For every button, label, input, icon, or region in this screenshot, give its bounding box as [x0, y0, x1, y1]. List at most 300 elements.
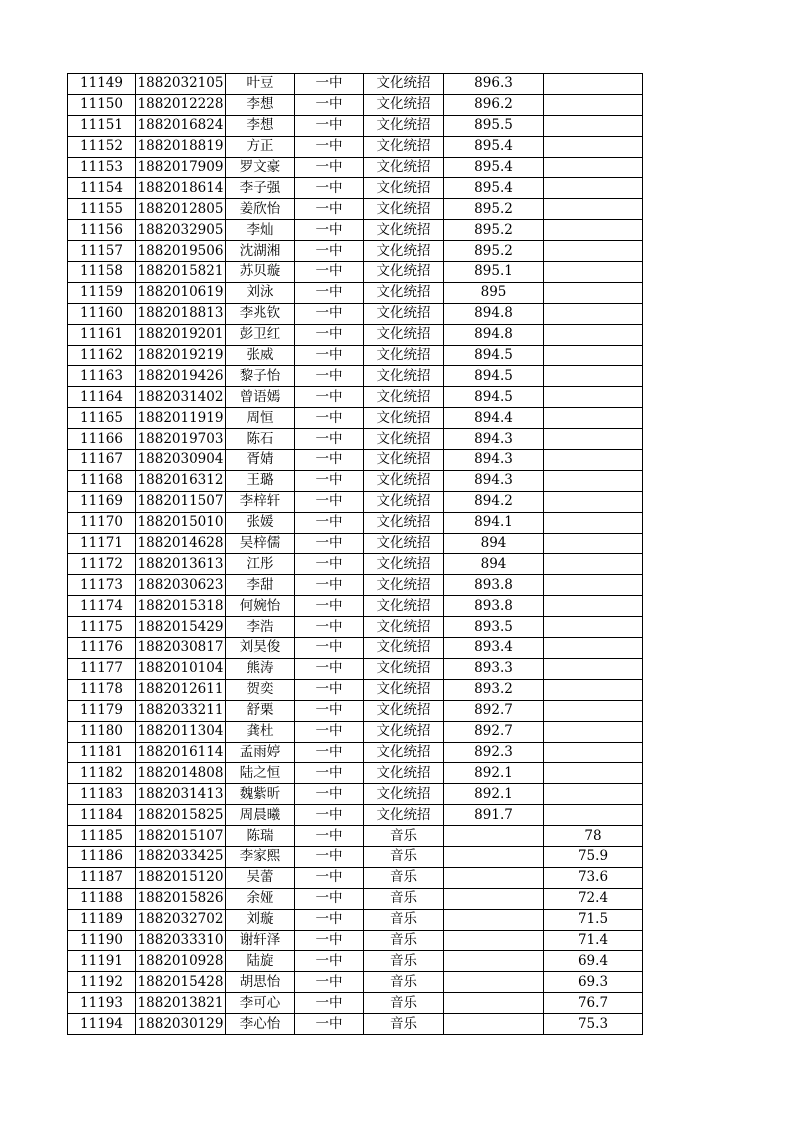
- cell-category: 文化统招: [364, 136, 444, 157]
- cell-school: 一中: [295, 700, 364, 721]
- cell-art-score: [544, 387, 643, 408]
- cell-seq: 11168: [68, 470, 136, 491]
- cell-exam-no: 1882014808: [136, 763, 226, 784]
- cell-category: 音乐: [364, 888, 444, 909]
- cell-school: 一中: [295, 115, 364, 136]
- cell-seq: 11186: [68, 846, 136, 867]
- cell-seq: 11169: [68, 491, 136, 512]
- cell-seq: 11176: [68, 638, 136, 659]
- cell-exam-no: 1882014628: [136, 533, 226, 554]
- cell-name: 吴梓儒: [226, 533, 295, 554]
- cell-category: 音乐: [364, 1014, 444, 1035]
- cell-category: 音乐: [364, 867, 444, 888]
- cell-name: 胥婧: [226, 450, 295, 471]
- cell-art-score: 78: [544, 826, 643, 847]
- table-row: [68, 575, 643, 596]
- cell-exam-no: 1882016114: [136, 742, 226, 763]
- cell-seq: 11159: [68, 282, 136, 303]
- cell-school: 一中: [295, 157, 364, 178]
- cell-art-score: [544, 617, 643, 638]
- cell-school: 一中: [295, 554, 364, 575]
- cell-name: 江彤: [226, 554, 295, 575]
- cell-exam-no: 1882019201: [136, 324, 226, 345]
- cell-category: 文化统招: [364, 658, 444, 679]
- cell-seq: 11149: [68, 74, 136, 95]
- cell-seq: 11193: [68, 993, 136, 1014]
- cell-category: 文化统招: [364, 617, 444, 638]
- cell-seq: 11184: [68, 805, 136, 826]
- cell-school: 一中: [295, 617, 364, 638]
- cell-exam-no: 1882032105: [136, 74, 226, 95]
- cell-seq: 11164: [68, 387, 136, 408]
- cell-exam-no: 1882018614: [136, 178, 226, 199]
- table-row: [68, 721, 643, 742]
- cell-culture-score: 894.3: [444, 450, 544, 471]
- cell-exam-no: 1882019506: [136, 241, 226, 262]
- cell-culture-score: 896.2: [444, 94, 544, 115]
- cell-category: 音乐: [364, 846, 444, 867]
- cell-culture-score: 894.5: [444, 345, 544, 366]
- cell-culture-score: [444, 846, 544, 867]
- cell-culture-score: 892.1: [444, 784, 544, 805]
- cell-culture-score: [444, 972, 544, 993]
- table-row: [68, 429, 643, 450]
- cell-category: 文化统招: [364, 763, 444, 784]
- cell-culture-score: 893.4: [444, 638, 544, 659]
- table-row: [68, 74, 643, 95]
- cell-name: 彭卫红: [226, 324, 295, 345]
- cell-school: 一中: [295, 199, 364, 220]
- cell-name: 周恒: [226, 408, 295, 429]
- cell-culture-score: 895: [444, 282, 544, 303]
- cell-school: 一中: [295, 867, 364, 888]
- cell-name: 罗文豪: [226, 157, 295, 178]
- table-row: [68, 805, 643, 826]
- cell-category: 文化统招: [364, 470, 444, 491]
- table-row: [68, 784, 643, 805]
- table-row: [68, 826, 643, 847]
- cell-seq: 11182: [68, 763, 136, 784]
- cell-art-score: [544, 805, 643, 826]
- cell-school: 一中: [295, 178, 364, 199]
- cell-exam-no: 1882010928: [136, 951, 226, 972]
- cell-category: 文化统招: [364, 575, 444, 596]
- cell-name: 叶豆: [226, 74, 295, 95]
- cell-exam-no: 1882015010: [136, 512, 226, 533]
- cell-school: 一中: [295, 721, 364, 742]
- cell-culture-score: 894.5: [444, 387, 544, 408]
- cell-art-score: [544, 115, 643, 136]
- cell-culture-score: 895.2: [444, 199, 544, 220]
- table-row: [68, 658, 643, 679]
- cell-exam-no: 1882030623: [136, 575, 226, 596]
- table-row: [68, 1014, 643, 1035]
- cell-name: 孟雨婷: [226, 742, 295, 763]
- table-row: [68, 470, 643, 491]
- cell-art-score: [544, 136, 643, 157]
- cell-school: 一中: [295, 136, 364, 157]
- cell-culture-score: [444, 909, 544, 930]
- cell-culture-score: [444, 888, 544, 909]
- cell-category: 文化统招: [364, 366, 444, 387]
- cell-name: 熊涛: [226, 658, 295, 679]
- cell-art-score: [544, 282, 643, 303]
- cell-art-score: 76.7: [544, 993, 643, 1014]
- cell-culture-score: 895.5: [444, 115, 544, 136]
- cell-school: 一中: [295, 429, 364, 450]
- cell-name: 贺奕: [226, 679, 295, 700]
- table-row: [68, 512, 643, 533]
- cell-art-score: 73.6: [544, 867, 643, 888]
- cell-seq: 11166: [68, 429, 136, 450]
- cell-exam-no: 1882016312: [136, 470, 226, 491]
- cell-art-score: [544, 470, 643, 491]
- table-row: [68, 888, 643, 909]
- cell-school: 一中: [295, 742, 364, 763]
- cell-name: 王璐: [226, 470, 295, 491]
- cell-school: 一中: [295, 408, 364, 429]
- cell-seq: 11175: [68, 617, 136, 638]
- cell-culture-score: 895.2: [444, 241, 544, 262]
- cell-culture-score: [444, 951, 544, 972]
- cell-name: 何婉怡: [226, 596, 295, 617]
- cell-culture-score: 893.8: [444, 575, 544, 596]
- score-table-body: [68, 74, 643, 1035]
- table-row: [68, 262, 643, 283]
- cell-culture-score: 894.8: [444, 324, 544, 345]
- cell-name: 曾语嫣: [226, 387, 295, 408]
- cell-school: 一中: [295, 679, 364, 700]
- cell-art-score: [544, 679, 643, 700]
- cell-art-score: [544, 241, 643, 262]
- cell-culture-score: 893.3: [444, 658, 544, 679]
- cell-seq: 11170: [68, 512, 136, 533]
- cell-exam-no: 1882013821: [136, 993, 226, 1014]
- cell-art-score: [544, 74, 643, 95]
- cell-exam-no: 1882015821: [136, 262, 226, 283]
- table-row: [68, 387, 643, 408]
- cell-seq: 11188: [68, 888, 136, 909]
- cell-school: 一中: [295, 94, 364, 115]
- table-row: [68, 909, 643, 930]
- cell-category: 文化统招: [364, 220, 444, 241]
- cell-culture-score: 894: [444, 554, 544, 575]
- cell-school: 一中: [295, 888, 364, 909]
- cell-art-score: [544, 408, 643, 429]
- cell-name: 李可心: [226, 993, 295, 1014]
- cell-category: 文化统招: [364, 94, 444, 115]
- cell-exam-no: 1882012805: [136, 199, 226, 220]
- cell-art-score: [544, 450, 643, 471]
- cell-category: 文化统招: [364, 784, 444, 805]
- cell-art-score: [544, 554, 643, 575]
- table-row: [68, 241, 643, 262]
- cell-exam-no: 1882011507: [136, 491, 226, 512]
- cell-exam-no: 1882015825: [136, 805, 226, 826]
- cell-art-score: [544, 262, 643, 283]
- table-row: [68, 491, 643, 512]
- cell-culture-score: 894.5: [444, 366, 544, 387]
- cell-seq: 11185: [68, 826, 136, 847]
- cell-culture-score: 894.2: [444, 491, 544, 512]
- cell-culture-score: 894.3: [444, 470, 544, 491]
- cell-seq: 11153: [68, 157, 136, 178]
- table-row: [68, 951, 643, 972]
- cell-seq: 11191: [68, 951, 136, 972]
- cell-seq: 11178: [68, 679, 136, 700]
- cell-seq: 11187: [68, 867, 136, 888]
- cell-exam-no: 1882015107: [136, 826, 226, 847]
- cell-school: 一中: [295, 324, 364, 345]
- cell-school: 一中: [295, 596, 364, 617]
- cell-exam-no: 1882031402: [136, 387, 226, 408]
- cell-name: 陈石: [226, 429, 295, 450]
- cell-name: 龚杜: [226, 721, 295, 742]
- cell-school: 一中: [295, 658, 364, 679]
- cell-art-score: 72.4: [544, 888, 643, 909]
- cell-art-score: [544, 575, 643, 596]
- cell-seq: 11183: [68, 784, 136, 805]
- table-row: [68, 742, 643, 763]
- cell-category: 文化统招: [364, 533, 444, 554]
- cell-name: 刘泳: [226, 282, 295, 303]
- cell-art-score: [544, 638, 643, 659]
- cell-category: 文化统招: [364, 282, 444, 303]
- cell-name: 李兆钦: [226, 303, 295, 324]
- cell-art-score: 69.4: [544, 951, 643, 972]
- cell-art-score: 71.4: [544, 930, 643, 951]
- cell-category: 文化统招: [364, 115, 444, 136]
- cell-name: 胡思怡: [226, 972, 295, 993]
- cell-school: 一中: [295, 512, 364, 533]
- cell-category: 音乐: [364, 972, 444, 993]
- cell-school: 一中: [295, 220, 364, 241]
- cell-school: 一中: [295, 805, 364, 826]
- cell-exam-no: 1882012228: [136, 94, 226, 115]
- cell-art-score: 75.9: [544, 846, 643, 867]
- cell-exam-no: 1882016824: [136, 115, 226, 136]
- table-row: [68, 178, 643, 199]
- cell-exam-no: 1882031413: [136, 784, 226, 805]
- cell-category: 音乐: [364, 930, 444, 951]
- cell-exam-no: 1882033211: [136, 700, 226, 721]
- table-row: [68, 366, 643, 387]
- table-row: [68, 596, 643, 617]
- cell-art-score: [544, 533, 643, 554]
- cell-school: 一中: [295, 241, 364, 262]
- cell-category: 文化统招: [364, 512, 444, 533]
- cell-category: 音乐: [364, 826, 444, 847]
- cell-seq: 11171: [68, 533, 136, 554]
- cell-category: 文化统招: [364, 324, 444, 345]
- cell-name: 陈瑞: [226, 826, 295, 847]
- cell-seq: 11158: [68, 262, 136, 283]
- cell-school: 一中: [295, 909, 364, 930]
- cell-category: 文化统招: [364, 491, 444, 512]
- cell-culture-score: 892.7: [444, 721, 544, 742]
- table-row: [68, 199, 643, 220]
- cell-school: 一中: [295, 972, 364, 993]
- cell-school: 一中: [295, 303, 364, 324]
- cell-art-score: 75.3: [544, 1014, 643, 1035]
- cell-art-score: [544, 324, 643, 345]
- table-row: [68, 930, 643, 951]
- cell-art-score: [544, 199, 643, 220]
- cell-name: 李子强: [226, 178, 295, 199]
- table-row: [68, 94, 643, 115]
- table-row: [68, 408, 643, 429]
- cell-name: 陆旋: [226, 951, 295, 972]
- cell-art-score: [544, 658, 643, 679]
- cell-name: 李浩: [226, 617, 295, 638]
- cell-school: 一中: [295, 763, 364, 784]
- cell-seq: 11160: [68, 303, 136, 324]
- cell-school: 一中: [295, 1014, 364, 1035]
- cell-exam-no: 1882013613: [136, 554, 226, 575]
- cell-category: 文化统招: [364, 805, 444, 826]
- cell-art-score: [544, 303, 643, 324]
- cell-exam-no: 1882033425: [136, 846, 226, 867]
- cell-culture-score: [444, 993, 544, 1014]
- cell-culture-score: 894: [444, 533, 544, 554]
- cell-exam-no: 1882030129: [136, 1014, 226, 1035]
- cell-school: 一中: [295, 387, 364, 408]
- cell-category: 文化统招: [364, 157, 444, 178]
- cell-culture-score: 893.8: [444, 596, 544, 617]
- cell-exam-no: 1882018819: [136, 136, 226, 157]
- cell-name: 李想: [226, 115, 295, 136]
- cell-seq: 11192: [68, 972, 136, 993]
- cell-exam-no: 1882015428: [136, 972, 226, 993]
- cell-exam-no: 1882015429: [136, 617, 226, 638]
- cell-art-score: [544, 742, 643, 763]
- cell-name: 李家熙: [226, 846, 295, 867]
- cell-school: 一中: [295, 262, 364, 283]
- cell-culture-score: 894.3: [444, 429, 544, 450]
- cell-category: 文化统招: [364, 700, 444, 721]
- cell-art-score: [544, 157, 643, 178]
- cell-seq: 11181: [68, 742, 136, 763]
- cell-seq: 11194: [68, 1014, 136, 1035]
- cell-school: 一中: [295, 575, 364, 596]
- cell-category: 文化统招: [364, 679, 444, 700]
- cell-culture-score: 893.5: [444, 617, 544, 638]
- cell-culture-score: 892.7: [444, 700, 544, 721]
- cell-seq: 11173: [68, 575, 136, 596]
- cell-art-score: [544, 700, 643, 721]
- cell-exam-no: 1882032905: [136, 220, 226, 241]
- cell-art-score: 69.3: [544, 972, 643, 993]
- cell-culture-score: 895.4: [444, 178, 544, 199]
- cell-name: 刘昊俊: [226, 638, 295, 659]
- table-row: [68, 763, 643, 784]
- cell-seq: 11156: [68, 220, 136, 241]
- cell-school: 一中: [295, 74, 364, 95]
- cell-name: 李想: [226, 94, 295, 115]
- cell-seq: 11154: [68, 178, 136, 199]
- cell-exam-no: 1882011304: [136, 721, 226, 742]
- cell-category: 文化统招: [364, 408, 444, 429]
- cell-school: 一中: [295, 282, 364, 303]
- cell-exam-no: 1882015120: [136, 867, 226, 888]
- score-table: [67, 73, 643, 1035]
- cell-category: 文化统招: [364, 262, 444, 283]
- cell-seq: 11165: [68, 408, 136, 429]
- cell-art-score: [544, 512, 643, 533]
- cell-school: 一中: [295, 784, 364, 805]
- cell-exam-no: 1882010619: [136, 282, 226, 303]
- cell-exam-no: 1882019219: [136, 345, 226, 366]
- table-row: [68, 679, 643, 700]
- cell-name: 舒栗: [226, 700, 295, 721]
- cell-culture-score: 895.4: [444, 157, 544, 178]
- cell-culture-score: 894.4: [444, 408, 544, 429]
- table-row: [68, 993, 643, 1014]
- cell-category: 文化统招: [364, 429, 444, 450]
- cell-name: 姜欣怡: [226, 199, 295, 220]
- cell-art-score: [544, 596, 643, 617]
- cell-culture-score: [444, 826, 544, 847]
- cell-exam-no: 1882015826: [136, 888, 226, 909]
- cell-name: 方正: [226, 136, 295, 157]
- cell-name: 吴蕾: [226, 867, 295, 888]
- cell-category: 文化统招: [364, 450, 444, 471]
- cell-school: 一中: [295, 345, 364, 366]
- cell-exam-no: 1882033310: [136, 930, 226, 951]
- cell-seq: 11172: [68, 554, 136, 575]
- cell-exam-no: 1882015318: [136, 596, 226, 617]
- cell-category: 文化统招: [364, 721, 444, 742]
- cell-culture-score: 895.4: [444, 136, 544, 157]
- cell-culture-score: 893.2: [444, 679, 544, 700]
- table-row: [68, 638, 643, 659]
- cell-culture-score: 894.1: [444, 512, 544, 533]
- cell-exam-no: 1882019703: [136, 429, 226, 450]
- cell-culture-score: 892.3: [444, 742, 544, 763]
- cell-school: 一中: [295, 826, 364, 847]
- cell-seq: 11179: [68, 700, 136, 721]
- cell-seq: 11150: [68, 94, 136, 115]
- cell-category: 文化统招: [364, 345, 444, 366]
- cell-name: 张媛: [226, 512, 295, 533]
- cell-art-score: 71.5: [544, 909, 643, 930]
- cell-seq: 11157: [68, 241, 136, 262]
- cell-culture-score: 891.7: [444, 805, 544, 826]
- cell-name: 周晨曦: [226, 805, 295, 826]
- cell-name: 李梓轩: [226, 491, 295, 512]
- cell-category: 文化统招: [364, 387, 444, 408]
- cell-name: 苏贝璇: [226, 262, 295, 283]
- cell-exam-no: 1882011919: [136, 408, 226, 429]
- table-row: [68, 533, 643, 554]
- cell-exam-no: 1882012611: [136, 679, 226, 700]
- cell-art-score: [544, 220, 643, 241]
- cell-name: 黎子怡: [226, 366, 295, 387]
- cell-category: 文化统招: [364, 199, 444, 220]
- cell-school: 一中: [295, 993, 364, 1014]
- cell-seq: 11174: [68, 596, 136, 617]
- cell-school: 一中: [295, 533, 364, 554]
- cell-exam-no: 1882030904: [136, 450, 226, 471]
- cell-school: 一中: [295, 638, 364, 659]
- cell-exam-no: 1882017909: [136, 157, 226, 178]
- cell-category: 音乐: [364, 909, 444, 930]
- table-row: [68, 303, 643, 324]
- cell-school: 一中: [295, 491, 364, 512]
- cell-category: 文化统招: [364, 638, 444, 659]
- table-row: [68, 617, 643, 638]
- cell-name: 沈湖湘: [226, 241, 295, 262]
